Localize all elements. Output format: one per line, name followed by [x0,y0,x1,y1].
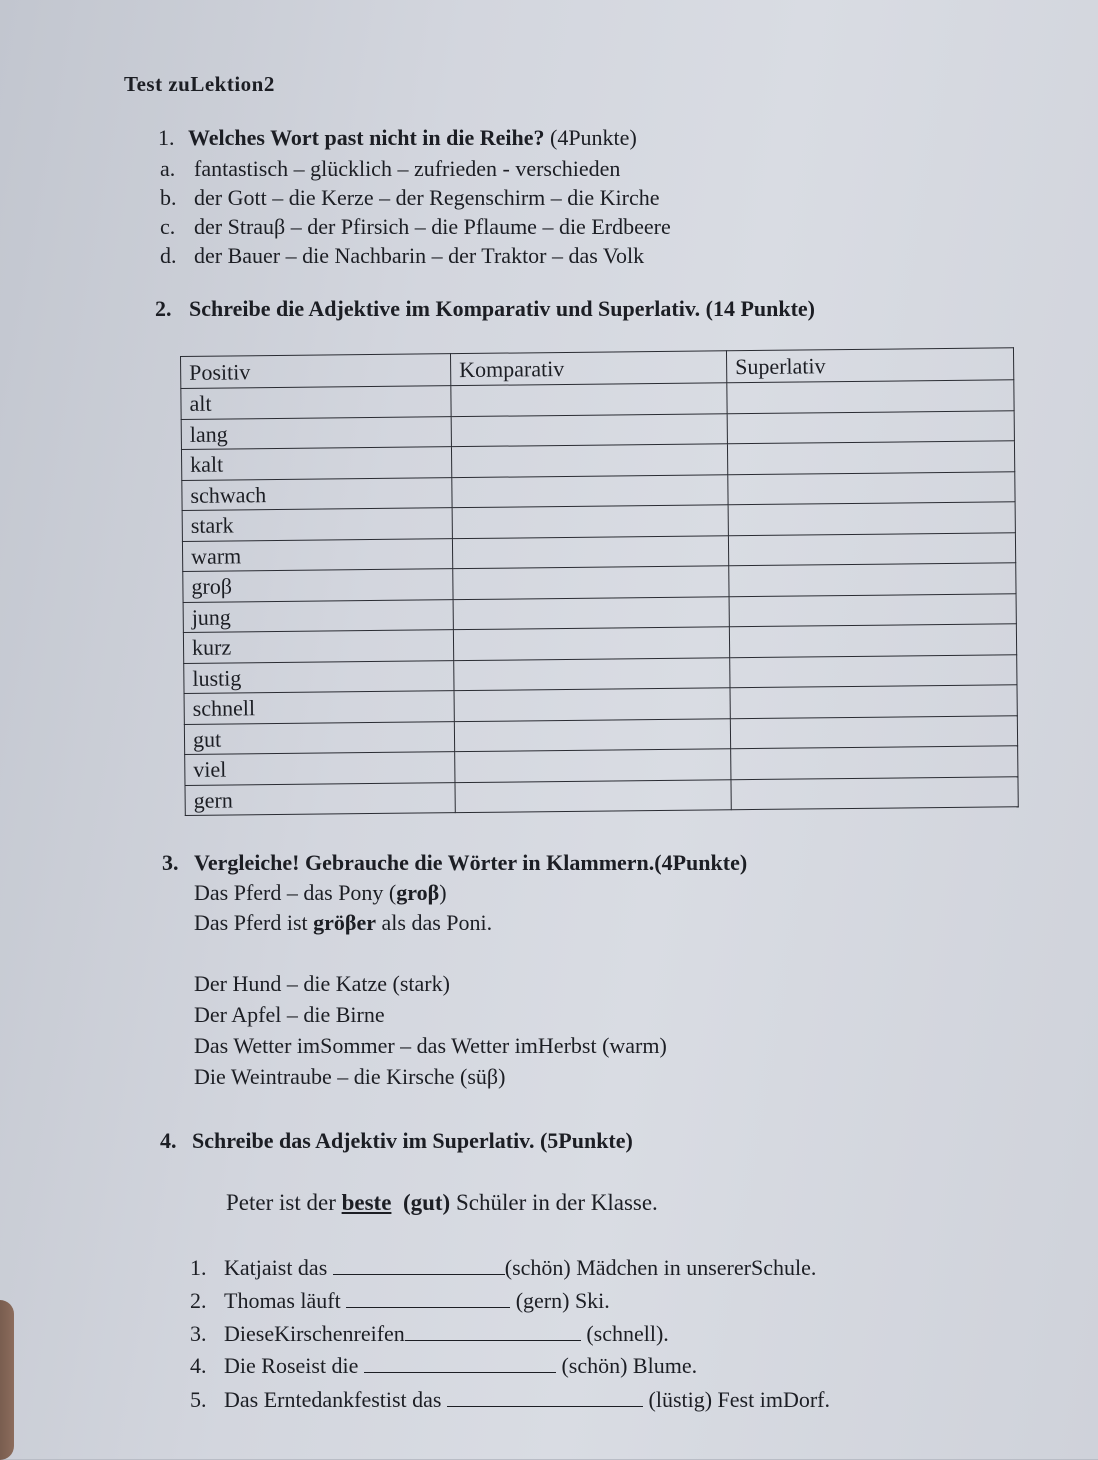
q1-heading-text: Welches Wort past nicht in die Reihe? [188,125,545,150]
positiv-cell: alt [181,386,451,419]
komparativ-cell[interactable] [451,444,727,477]
superlativ-cell[interactable] [729,593,1016,627]
answer-blank[interactable] [405,1320,581,1341]
q4-item: 1. Katjaist das (schön) Mädchen in unsererSchule. [190,1255,817,1280]
positiv-cell: stark [182,508,452,541]
positiv-cell: kurz [183,630,453,663]
positiv-cell: lustig [184,660,454,693]
q2-number: 2. [155,296,172,321]
positiv-cell: jung [183,599,453,632]
q1-points: (4Punkte) [550,125,637,150]
q3-item: Das Wetter imSommer – das Wetter imHerbst (warm) [194,1033,667,1058]
q1-list [160,154,671,270]
answer-blank[interactable] [333,1254,505,1275]
q4-heading [160,1128,633,1154]
superlativ-cell[interactable] [730,654,1017,688]
komparativ-cell[interactable] [451,413,727,446]
superlativ-cell[interactable] [728,502,1015,536]
superlativ-cell[interactable] [727,441,1014,475]
answer-blank[interactable] [364,1352,556,1373]
q1-item: b. der Gott – die Kerze – der Regenschirm – die Kirche [160,185,660,210]
q3-number: 3. [162,850,179,875]
header-komparativ: Komparativ [450,351,726,386]
superlativ-cell[interactable] [731,746,1018,780]
positiv-cell: warm [182,538,452,571]
positiv-cell: schwach [182,477,452,510]
komparativ-cell[interactable] [452,535,728,568]
superlativ-cell[interactable] [727,410,1014,444]
positiv-cell: lang [181,416,451,449]
q3-example-line2: Das Pferd ist gröβer als das Poni. [194,910,493,935]
positiv-cell: groβ [183,569,453,602]
komparativ-cell[interactable] [451,383,727,416]
q4-item: 4. Die Roseist die (schön) Blume. [190,1353,698,1378]
komparativ-cell[interactable] [454,688,730,721]
komparativ-cell[interactable] [452,505,728,538]
superlativ-cell[interactable] [730,685,1017,719]
q1-heading [158,125,637,151]
q2-heading-text: Schreibe die Adjektive im Komparativ und Superlativ. (14 Punkte) [189,296,816,321]
q3-item: Der Hund – die Katze (stark) [194,971,450,996]
komparativ-cell[interactable] [454,657,730,690]
komparativ-cell[interactable] [453,627,729,660]
komparativ-cell[interactable] [455,779,731,812]
superlativ-cell[interactable] [731,776,1018,810]
q1-item: c. der Strauβ – der Pfirsich – die Pflaume – die Erdbeere [160,214,671,239]
superlativ-cell[interactable] [727,380,1014,414]
superlativ-cell[interactable] [728,471,1015,505]
adjective-table [180,347,1019,816]
komparativ-cell[interactable] [452,474,728,507]
q1-item: a. fantastisch – glücklich – zufrieden - verschieden [160,156,621,181]
positiv-cell: viel [185,752,455,785]
komparativ-cell[interactable] [453,596,729,629]
komparativ-cell[interactable] [453,566,729,599]
positiv-cell: gut [184,721,454,754]
komparativ-cell[interactable] [455,749,731,782]
superlativ-cell[interactable] [729,563,1016,597]
q3-item: Die Weintraube – die Kirsche (süβ) [194,1064,506,1089]
positiv-cell: kalt [181,447,451,480]
q3-example-line1: Das Pferd – das Pony (groβ) [194,880,447,905]
thumb-edge [0,1300,14,1460]
superlativ-cell[interactable] [728,532,1015,566]
q4-number: 4. [160,1128,177,1153]
answer-blank[interactable] [346,1287,510,1308]
superlativ-cell[interactable] [730,715,1017,749]
q4-item: 3. DieseKirschenreifen (schnell). [190,1321,669,1346]
q1-number: 1. [158,125,175,150]
answer-blank[interactable] [447,1386,643,1407]
superlativ-cell[interactable] [729,624,1016,658]
q3-heading-text: Vergleiche! Gebrauche die Wörter in Klammern.(4Punkte) [194,850,748,875]
header-superlativ: Superlativ [726,348,1013,383]
positiv-cell: gern [185,782,455,815]
q2-heading [155,296,815,322]
header-positiv: Positiv [181,354,451,389]
positiv-cell: schnell [184,691,454,724]
q3-item: Der Apfel – die Birne [194,1002,385,1027]
test-title: Test zuLektion2 [124,72,275,96]
komparativ-cell[interactable] [454,718,730,751]
q3-heading [162,850,747,876]
q1-item: d. der Bauer – die Nachbarin – der Traktor – das Volk [160,243,645,268]
q4-example-answer: beste [341,1190,392,1215]
q4-example: Peter ist der beste (gut) Schüler in der Klasse. [226,1190,658,1215]
q4-heading-text: Schreibe das Adjektiv im Superlativ. (5Punkte) [192,1128,633,1153]
q4-item: 2. Thomas läuft (gern) Ski. [190,1288,610,1313]
q4-item: 5. Das Erntedankfestist das (lüstig) Fest imDorf. [190,1387,830,1412]
